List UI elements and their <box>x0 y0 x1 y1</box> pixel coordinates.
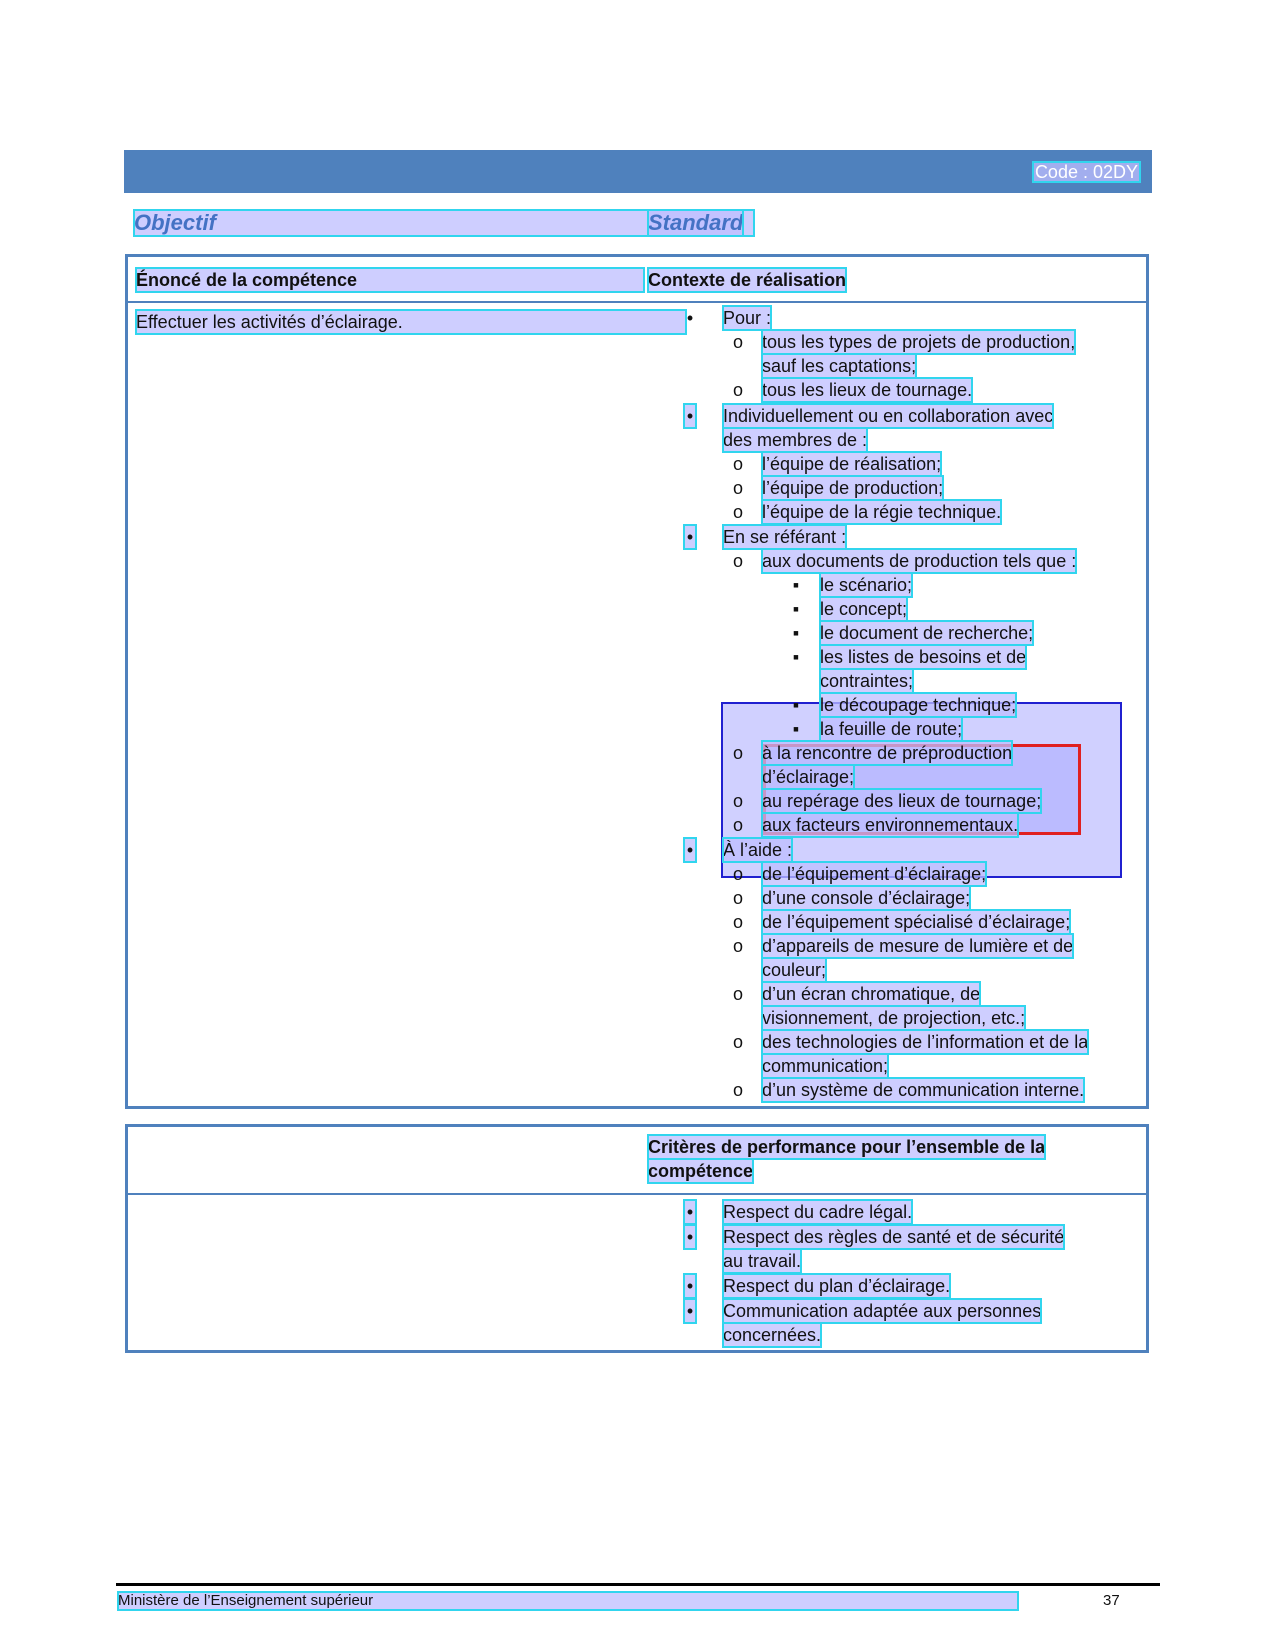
circle-bullet-icon: o <box>732 791 743 811</box>
list-item: le concept; <box>820 599 908 619</box>
list-item: couleur; <box>762 960 827 980</box>
square-bullet-icon: ▪ <box>792 719 800 739</box>
list-item: les listes de besoins et de <box>820 647 1027 667</box>
list-item: Respect du cadre légal. <box>723 1202 913 1222</box>
list-item: le document de recherche; <box>820 623 1034 643</box>
bullet-icon: • <box>684 525 696 549</box>
list-item: de l’équipement d’éclairage; <box>762 864 987 884</box>
list-item: communication; <box>762 1056 889 1076</box>
footer-ministry: Ministère de l’Enseignement supérieur <box>118 1592 1018 1610</box>
table-divider <box>128 1193 1146 1195</box>
list-item: Pour : <box>723 308 772 328</box>
circle-bullet-icon: o <box>732 1080 743 1100</box>
list-item: l’équipe de production; <box>762 478 944 498</box>
list-item: aux facteurs environnementaux. <box>762 815 1019 835</box>
bullet-icon: • <box>684 838 696 862</box>
header-bar <box>124 150 1152 193</box>
contexte-heading: Contexte de réalisation <box>648 270 847 290</box>
bullet-icon: • <box>684 1299 696 1323</box>
code-label: Code : 02DY <box>1034 162 1138 182</box>
circle-bullet-icon: o <box>732 815 743 835</box>
circle-bullet-icon: o <box>732 912 743 932</box>
circle-bullet-icon: o <box>732 332 743 352</box>
list-item: visionnement, de projection, etc.; <box>762 1008 1026 1028</box>
circle-bullet-icon: o <box>732 502 743 522</box>
list-item: de l’équipement spécialisé d’éclairage; <box>762 912 1071 932</box>
competence-table <box>125 254 1149 1109</box>
list-item: Respect des règles de santé et de sécurité <box>723 1227 1065 1247</box>
enonce-heading: Énoncé de la compétence <box>136 268 644 292</box>
list-item: En se référant : <box>723 527 847 547</box>
square-bullet-icon: ▪ <box>792 695 800 715</box>
page-number: 37 <box>1103 1592 1120 1609</box>
list-item: la feuille de route; <box>820 719 963 739</box>
square-bullet-icon: ▪ <box>792 575 800 595</box>
list-item: au travail. <box>723 1251 802 1271</box>
criteria-heading-line: compétence <box>648 1161 754 1181</box>
square-bullet-icon: ▪ <box>792 623 800 643</box>
circle-bullet-icon: o <box>732 1032 743 1052</box>
list-item: aux documents de production tels que : <box>762 551 1077 571</box>
list-item: Communication adaptée aux personnes <box>723 1301 1042 1321</box>
circle-bullet-icon: o <box>732 888 743 908</box>
list-item: contraintes; <box>820 671 914 691</box>
circle-bullet-icon: o <box>732 743 743 763</box>
list-item: le découpage technique; <box>820 695 1017 715</box>
table-divider <box>128 301 1146 303</box>
list-item: d’une console d’éclairage; <box>762 888 971 908</box>
footer-rule <box>116 1583 1160 1586</box>
circle-bullet-icon: o <box>732 984 743 1004</box>
circle-bullet-icon: o <box>732 454 743 474</box>
list-item: d’un système de communication interne. <box>762 1080 1085 1100</box>
bullet-icon: • <box>686 308 694 328</box>
list-item: à la rencontre de préproduction <box>762 743 1013 763</box>
circle-bullet-icon: o <box>732 380 743 400</box>
list-item: le scénario; <box>820 575 913 595</box>
competence-statement: Effectuer les activités d’éclairage. <box>136 310 686 334</box>
list-item: l’équipe de réalisation; <box>762 454 942 474</box>
circle-bullet-icon: o <box>732 864 743 884</box>
bullet-icon: • <box>684 404 696 428</box>
square-bullet-icon: ▪ <box>792 647 800 667</box>
list-item: concernées. <box>723 1325 822 1345</box>
list-item: d’éclairage; <box>762 767 855 787</box>
list-item: tous les types de projets de production, <box>762 332 1076 352</box>
objectif-heading: Objectif <box>134 210 754 236</box>
circle-bullet-icon: o <box>732 551 743 571</box>
list-item: tous les lieux de tournage. <box>762 380 973 400</box>
circle-bullet-icon: o <box>732 936 743 956</box>
list-item: sauf les captations; <box>762 356 917 376</box>
bullet-icon: • <box>684 1200 696 1224</box>
list-item: Individuellement ou en collaboration avec <box>723 406 1054 426</box>
list-item: À l’aide : <box>723 840 793 860</box>
list-item: au repérage des lieux de tournage; <box>762 791 1042 811</box>
criteria-heading-line: Critères de performance pour l’ensemble de la <box>648 1137 1046 1157</box>
list-item: des membres de : <box>723 430 868 450</box>
circle-bullet-icon: o <box>732 478 743 498</box>
list-item: Respect du plan d’éclairage. <box>723 1276 951 1296</box>
standard-heading: Standard <box>648 210 744 235</box>
list-item: d’un écran chromatique, de <box>762 984 981 1004</box>
list-item: des technologies de l’information et de la <box>762 1032 1089 1052</box>
bullet-icon: • <box>684 1225 696 1249</box>
bullet-icon: • <box>684 1274 696 1298</box>
list-item: l’équipe de la régie technique. <box>762 502 1002 522</box>
square-bullet-icon: ▪ <box>792 599 800 619</box>
list-item: d’appareils de mesure de lumière et de <box>762 936 1074 956</box>
